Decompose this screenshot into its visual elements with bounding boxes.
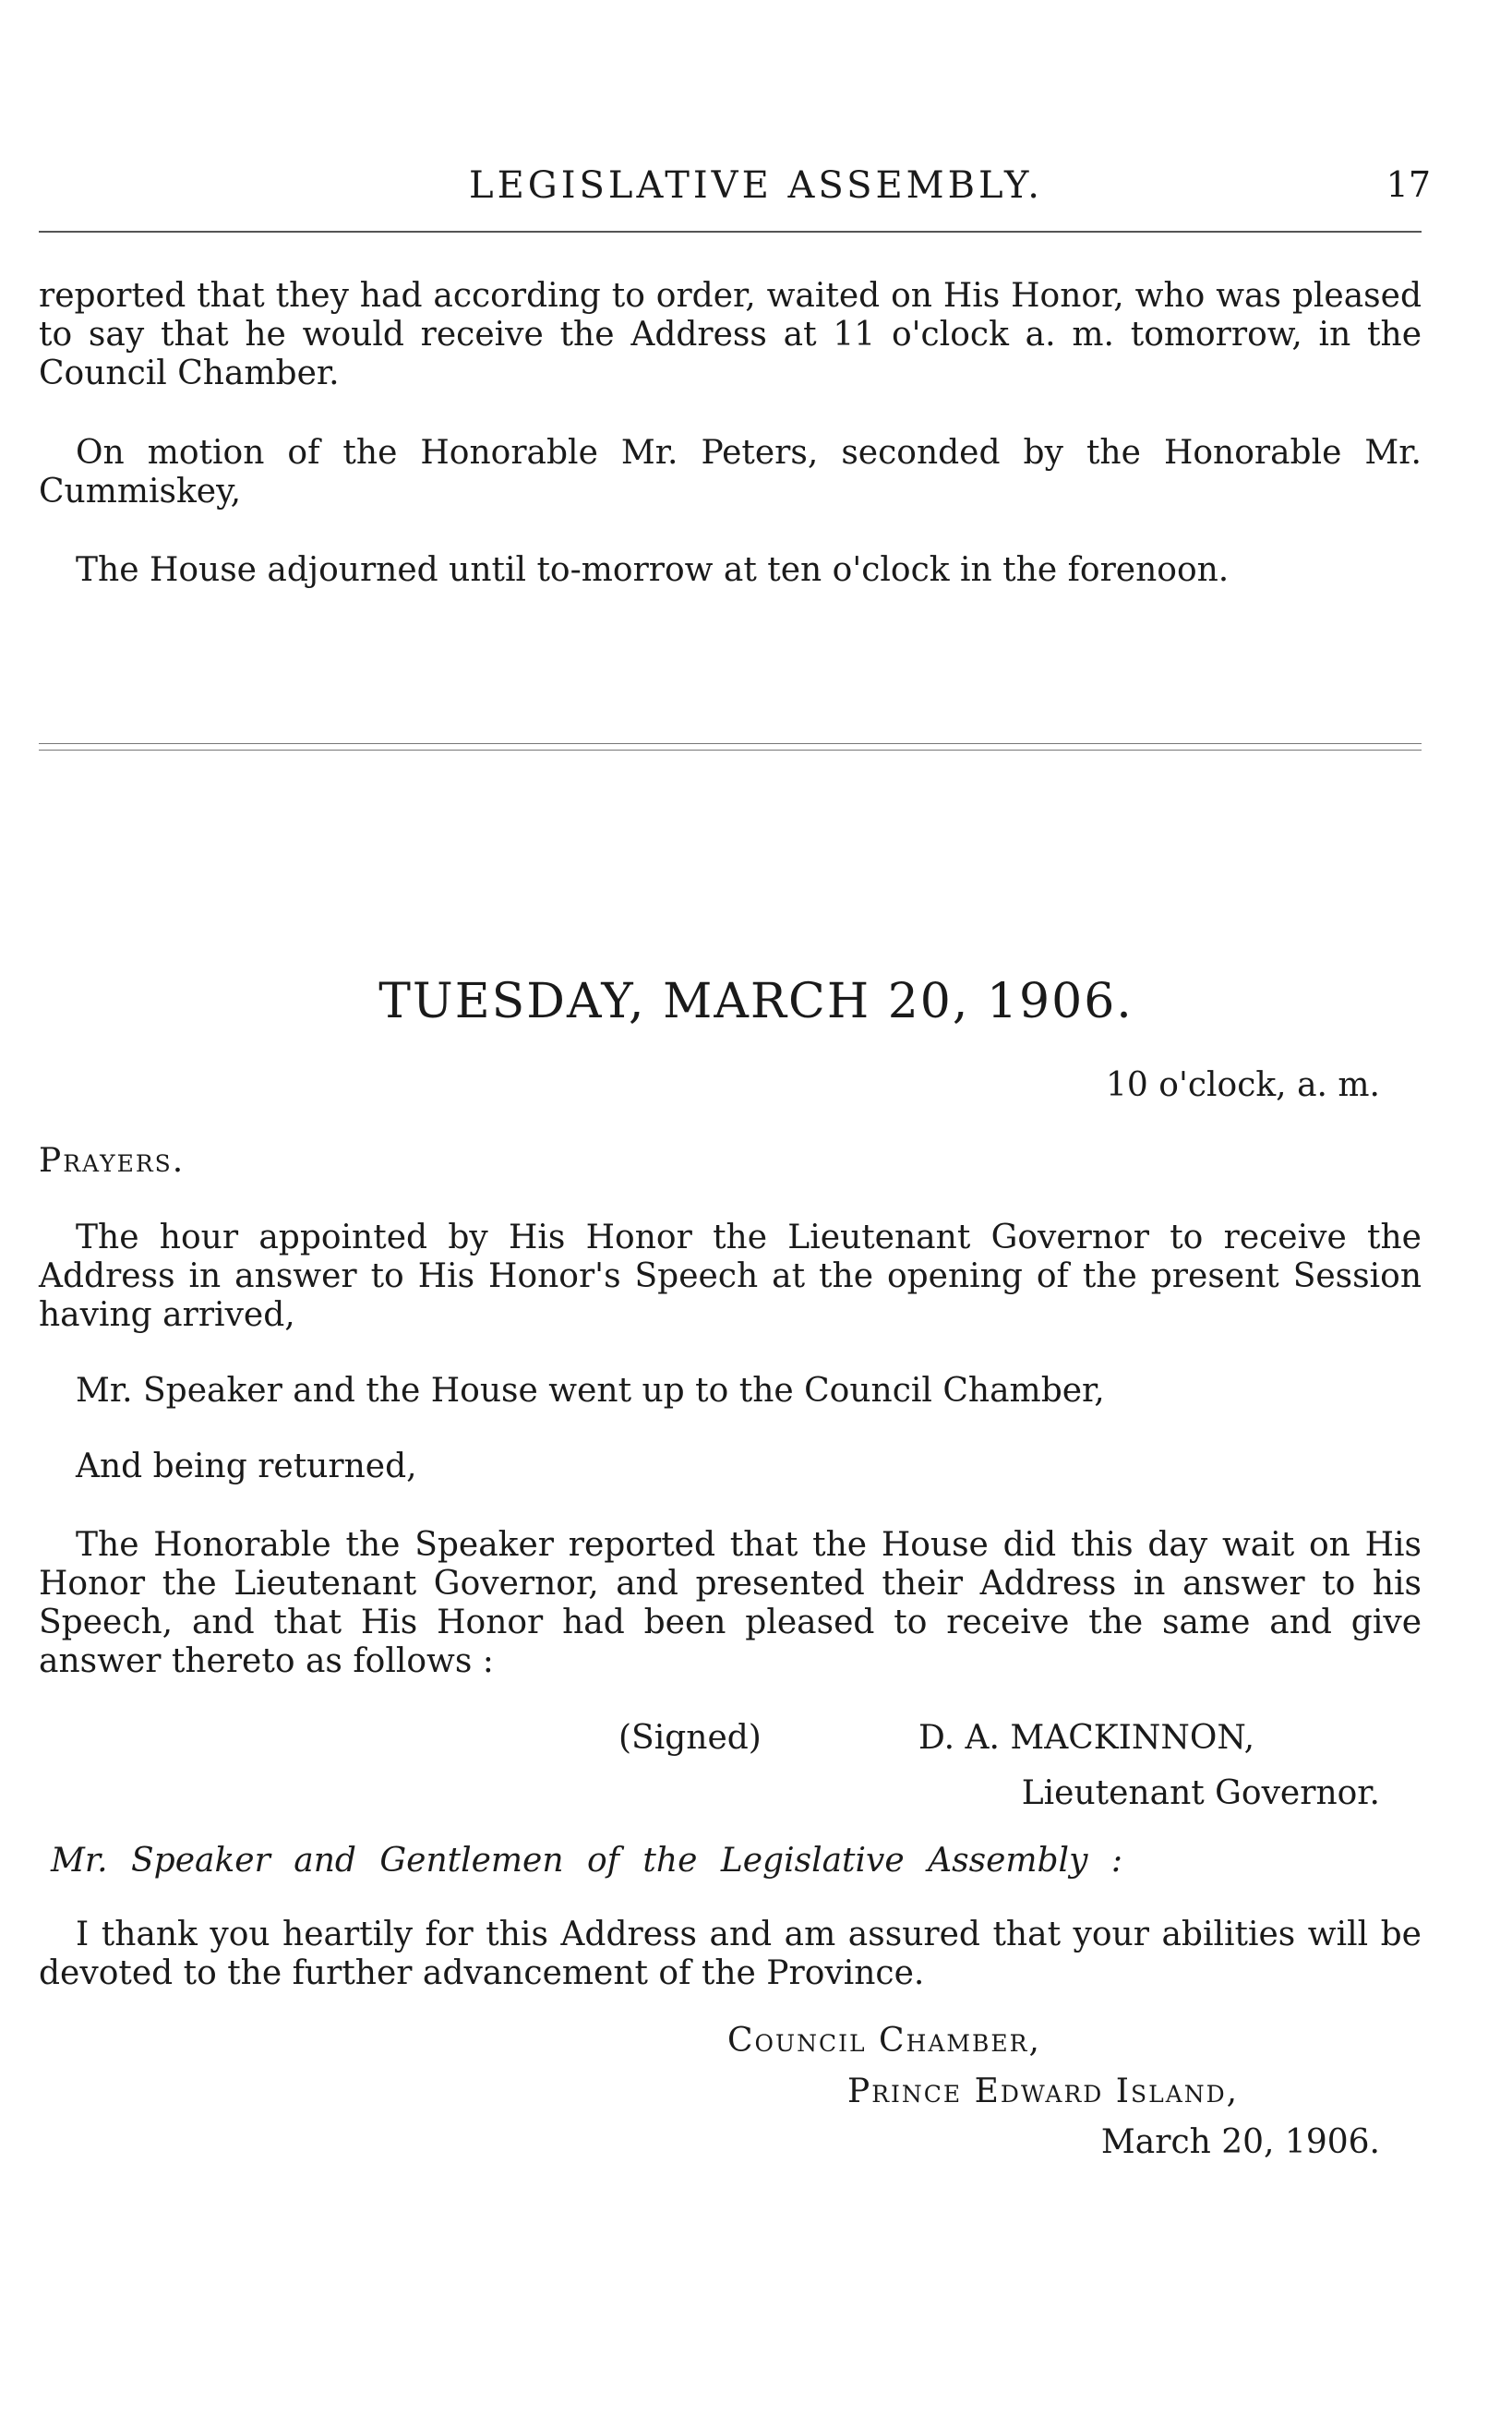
reply-date: March 20, 1906. — [1100, 2123, 1380, 2161]
session-date-heading: TUESDAY, MARCH 20, 1906. — [378, 974, 1134, 1029]
prayers-heading: Prayers. — [39, 1142, 186, 1180]
paragraph-hour-appointed: The hour appointed by His Honor the Lieutenant Governor to receive the Address in answer to His Honor's Speech at the opening of the present Session having arrived, — [39, 1219, 1422, 1334]
running-header-title: LEGISLATIVE ASSEMBLY. — [469, 164, 1043, 207]
paragraph-speaker-went: Mr. Speaker and the House went up to the Council Chamber, — [76, 1372, 1105, 1410]
paragraph-reported: reported that they had according to order, waited on His Honor, who was pleased to say that he would receive the Address at 11 o'clock a. m. tomorrow, in the Council Chamber. — [39, 277, 1422, 392]
signed-label: (Signed) — [618, 1719, 762, 1757]
session-time: 10 o'clock, a. m. — [1106, 1066, 1380, 1104]
paragraph-speaker-reported: The Honorable the Speaker reported that the House did this day wait on His Honor the Lieutenant Governor, and presented their Address in answer to his Speech, and that His Honor had been pleased to receive the same and give answer thereto as follows : — [39, 1526, 1422, 1680]
signatory-name: D. A. MACKINNON, — [918, 1719, 1255, 1757]
page-number: 17 — [1386, 164, 1431, 205]
place-prince-edward-island: Prince Edward Island, — [847, 2073, 1240, 2110]
header-rule — [39, 231, 1422, 233]
paragraph-adjourned: The House adjourned until to-morrow at ten o'clock in the forenoon. — [76, 551, 1230, 589]
reply-salutation: Mr. Speaker and Gentlemen of the Legislative Assembly : — [51, 1842, 1122, 1880]
paragraph-motion: On motion of the Honorable Mr. Peters, seconded by the Honorable Mr. Cummiskey, — [39, 434, 1422, 511]
paragraph-being-returned: And being returned, — [76, 1448, 417, 1485]
section-divider-bottom — [39, 750, 1422, 751]
section-divider-top — [39, 743, 1422, 744]
place-council-chamber: Council Chamber, — [727, 2022, 1041, 2060]
signatory-title: Lieutenant Governor. — [1021, 1774, 1380, 1812]
reply-body: I thank you heartily for this Address and am assured that your abilities will be devoted to the further advancement of the Province. — [39, 1916, 1422, 1992]
